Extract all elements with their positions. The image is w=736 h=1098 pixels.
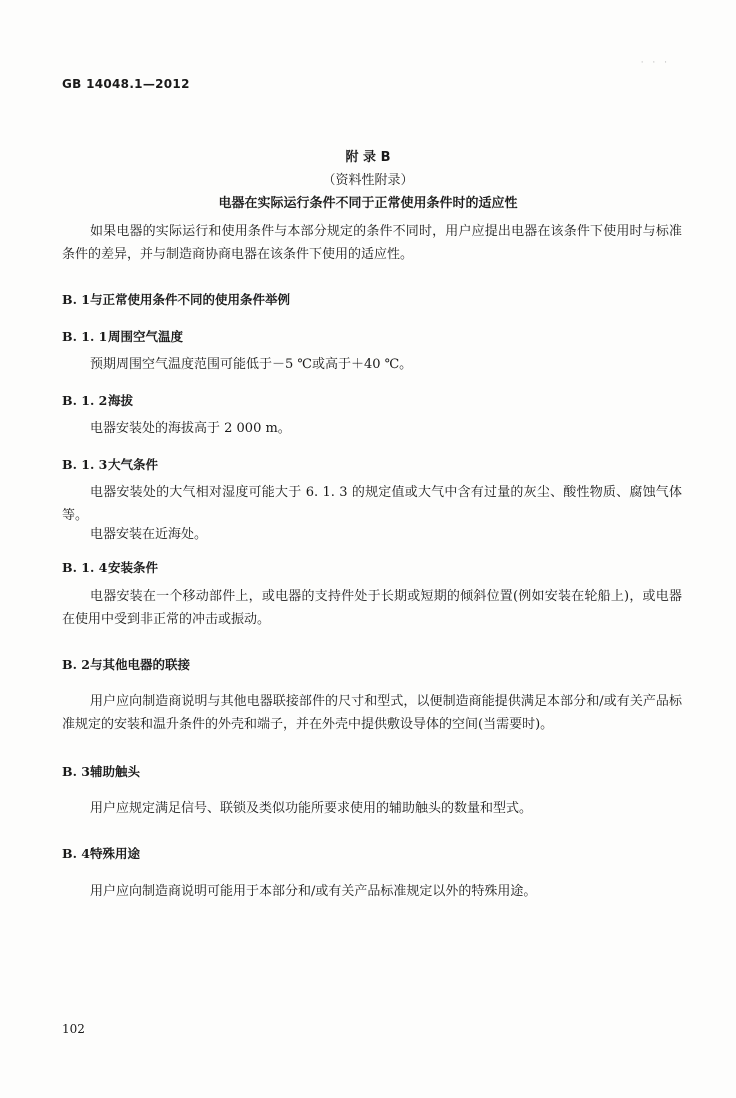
section-number: B. 1. 1 [62,329,108,344]
section-b1-4-text: 电器安装在一个移动部件上，或电器的支持件处于长期或短期的倾斜位置(例如安装在轮船上)，或电器在使用中受到非正常的冲击或振动。 [62,589,682,627]
section-b1-3-heading [62,455,158,473]
section-title: 与正常使用条件不同的使用条件举例 [90,292,291,307]
page-number: 102 [62,1022,85,1036]
section-title: 海拔 [108,393,134,408]
section-title: 安装条件 [108,560,159,575]
section-number: B. 1. 2 [62,393,108,408]
section-number: B. 1. 4 [62,560,108,575]
standard-code: GB 14048.1—2012 [62,77,190,91]
section-b1-1-text: 预期周围空气温度范围可能低于－5 ℃或高于＋40 ℃。 [90,357,413,372]
section-b1-3-text-2: 电器安装在近海处。 [90,527,208,542]
section-title: 特殊用途 [90,846,141,861]
section-b1-2-heading [62,391,133,409]
section-b3-text: 用户应规定满足信号、联锁及类似功能所要求使用的辅助触头的数量和型式。 [90,801,533,816]
section-b1-heading [62,290,290,308]
section-b1-3-text-1: 电器安装处的大气相对湿度可能大于 6. 1. 3 的规定值或大气中含有过量的灰尘、酸性物质、腐蚀气体等。 [62,485,682,523]
section-b4-text: 用户应向制造商说明可能用于本部分和/或有关产品标准规定以外的特殊用途。 [90,884,537,899]
section-b2-heading [62,655,190,673]
section-b1-1-heading [62,327,183,345]
section-b4-heading [62,844,140,862]
section-number: B. 4 [62,846,90,861]
section-title: 周围空气温度 [108,329,184,344]
section-b3-heading [62,762,140,780]
intro-paragraph: 如果电器的实际运行和使用条件与本部分规定的条件不同时，用户应提出电器在该条件下使用时与标准条件的差异，并与制造商协商电器在该条件下使用的适应性。 [62,224,682,262]
section-number: B. 1 [62,292,90,307]
section-title: 大气条件 [108,457,159,472]
section-b2-text: 用户应向制造商说明与其他电器联接部件的尺寸和型式，以便制造商能提供满足本部分和/或有关产品标准规定的安装和温升条件的外壳和端子，并在外壳中提供敷设导体的空间(当需要时)。 [62,694,682,732]
section-b1-4-heading [62,558,158,576]
section-number: B. 2 [62,657,90,672]
section-title: 辅助触头 [90,764,141,779]
section-title: 与其他电器的联接 [90,657,191,672]
section-number: B. 3 [62,764,90,779]
annex-type: （资料性附录） [322,173,414,188]
annex-title: 电器在实际运行条件不同于正常使用条件时的适应性 [218,196,518,211]
section-number: B. 1. 3 [62,457,108,472]
scan-artifact: · · · [640,58,670,68]
annex-label: 附 录 B [345,150,391,165]
section-b1-2-text: 电器安装处的海拔高于 2 000 m。 [90,421,291,436]
